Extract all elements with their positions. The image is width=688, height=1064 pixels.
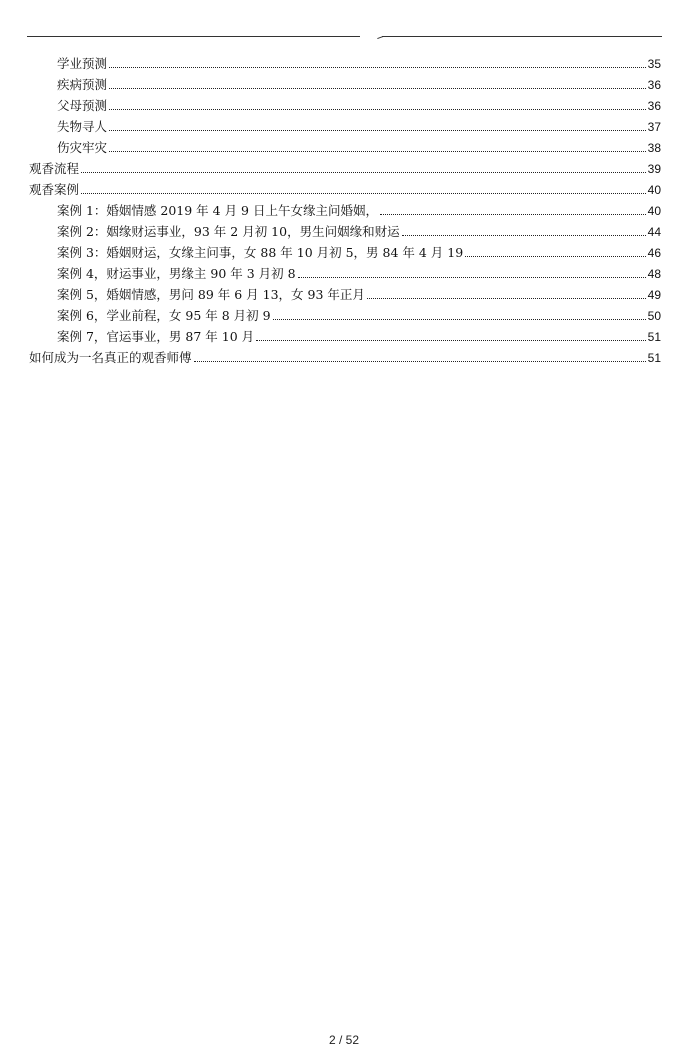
toc-entry[interactable] xyxy=(57,220,661,240)
toc-dot-leader xyxy=(109,151,646,152)
toc-entry[interactable] xyxy=(57,94,661,114)
toc-entry[interactable] xyxy=(29,178,661,198)
header-rule-left xyxy=(27,36,360,37)
toc-entry-title: 父母预测 xyxy=(57,98,108,113)
toc-entry-title: 疾病预测 xyxy=(57,77,108,92)
toc-entry-title: 观香案例 xyxy=(29,182,80,197)
toc-entry-title: 案例 5，婚姻情感，男问 89 年 6 月 13，女 93 年正月 xyxy=(57,287,365,302)
toc-entry[interactable] xyxy=(57,262,661,282)
toc-dot-leader xyxy=(109,67,646,68)
toc-dot-leader xyxy=(109,130,646,131)
toc-entry[interactable] xyxy=(57,136,661,156)
toc-entry-page: 36 xyxy=(647,99,661,113)
toc-entry[interactable] xyxy=(29,346,661,366)
toc-entry-title: 观香流程 xyxy=(29,161,80,176)
header-rule-right xyxy=(382,36,662,37)
toc-dot-leader xyxy=(380,214,646,215)
toc-entry-title: 案例 6，学业前程，女 95 年 8 月初 9 xyxy=(57,308,271,323)
toc-entry[interactable] xyxy=(57,115,661,135)
toc-entry[interactable] xyxy=(57,283,661,303)
toc-entry-title: 失物寻人 xyxy=(57,119,108,134)
toc-entry[interactable] xyxy=(29,157,661,177)
toc-entry-title: 案例 4，财运事业，男缘主 90 年 3 月初 8 xyxy=(57,266,296,281)
page-number: 2 / 52 xyxy=(328,1033,360,1047)
toc-dot-leader xyxy=(109,109,646,110)
toc-entry-title: 案例 3：婚姻财运，女缘主问事，女 88 年 10 月初 5，男 84 年 4 月 19 xyxy=(57,245,464,260)
toc-entry[interactable] xyxy=(57,52,661,72)
toc-entry-page: 48 xyxy=(647,267,661,281)
toc-entry-page: 51 xyxy=(647,330,661,344)
toc-entry-page: 35 xyxy=(647,57,661,71)
toc-entry-page: 40 xyxy=(647,183,661,197)
toc-entry-title: 案例 7，官运事业，男 87 年 10 月 xyxy=(57,329,255,344)
toc-entry[interactable] xyxy=(57,304,661,324)
toc-entry-page: 40 xyxy=(647,204,661,218)
toc-entry-title: 学业预测 xyxy=(57,56,108,71)
toc-entry-title: 如何成为一名真正的观香师傅 xyxy=(29,350,192,365)
toc-dot-leader xyxy=(109,88,646,89)
toc-entry[interactable] xyxy=(57,325,661,345)
toc-entry-page: 51 xyxy=(647,351,661,365)
toc-entry[interactable] xyxy=(57,73,661,93)
toc-dot-leader xyxy=(367,298,646,299)
toc-dot-leader xyxy=(402,235,646,236)
toc-dot-leader xyxy=(465,256,645,257)
toc-entry-page: 36 xyxy=(647,78,661,92)
toc-entry-page: 50 xyxy=(647,309,661,323)
toc-entry-page: 49 xyxy=(647,288,661,302)
toc-entry-page: 44 xyxy=(647,225,661,239)
toc-entry-page: 39 xyxy=(647,162,661,176)
toc-entry[interactable] xyxy=(57,241,661,261)
toc-dot-leader xyxy=(273,319,646,320)
toc-entry-title: 案例 2：姻缘财运事业，93 年 2 月初 10，男生问姻缘和财运 xyxy=(57,224,400,239)
toc-dot-leader xyxy=(81,193,646,194)
toc-dot-leader xyxy=(256,340,646,341)
toc-dot-leader xyxy=(194,361,646,362)
toc-dot-leader xyxy=(298,277,646,278)
toc-entry-page: 46 xyxy=(647,246,661,260)
toc-entry-page: 37 xyxy=(647,120,661,134)
toc-entry-title: 伤灾牢灾 xyxy=(57,140,108,155)
toc-dot-leader xyxy=(81,172,646,173)
toc-entry-title: 案例 1：婚姻情感 2019 年 4 月 9 日上午女缘主问婚姻， xyxy=(57,203,378,218)
toc-entry[interactable] xyxy=(57,199,661,219)
toc-entry-page: 38 xyxy=(647,141,661,155)
